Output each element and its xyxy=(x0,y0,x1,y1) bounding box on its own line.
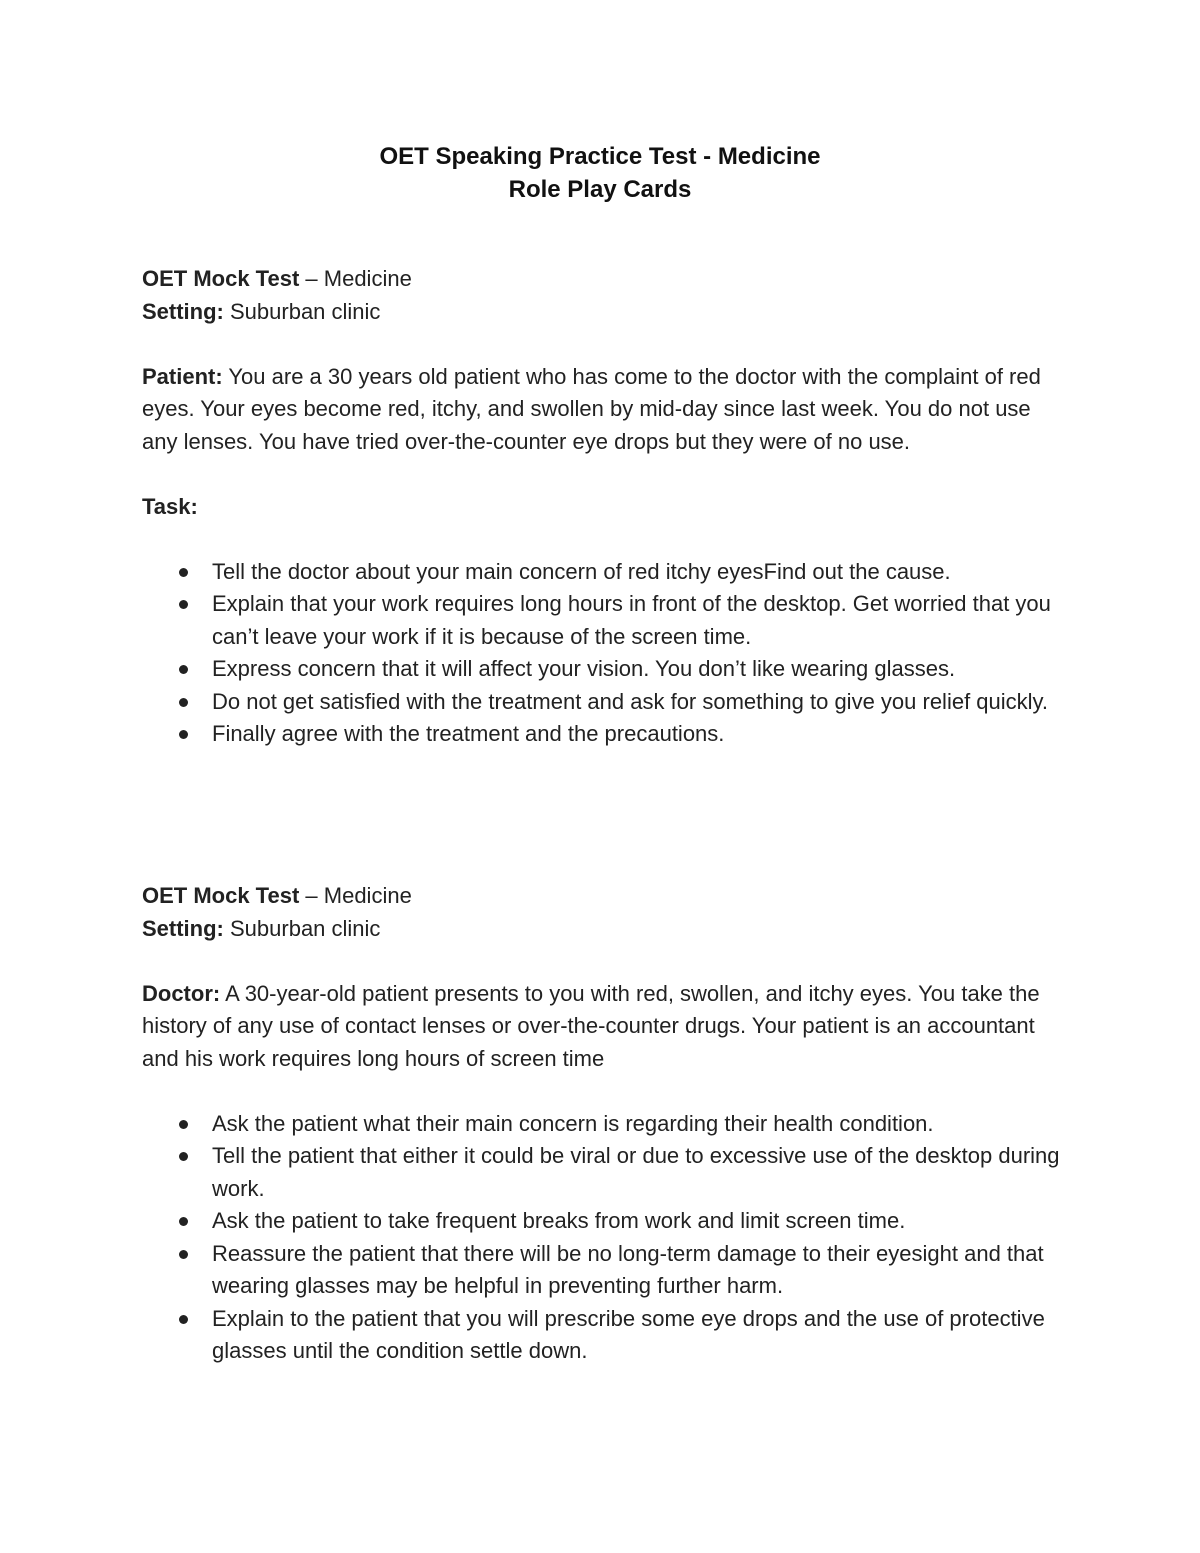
role-label: Doctor: xyxy=(142,980,221,1006)
list-item: Explain to the patient that you will prescribe some eye drops and the use of protective glasses until the condition settle down. xyxy=(142,1303,1072,1368)
setting-value: Suburban clinic xyxy=(223,298,381,324)
card-header xyxy=(142,880,1072,913)
setting-label: Setting: xyxy=(142,298,224,324)
title-block xyxy=(0,140,1200,206)
bullet-icon xyxy=(179,1315,188,1324)
setting-value: Suburban clinic xyxy=(223,915,381,941)
setting-label: Setting: xyxy=(142,915,224,941)
card-setting xyxy=(142,296,1072,329)
card-header-value: – Medicine xyxy=(299,883,412,908)
patient-role-card xyxy=(142,263,1072,751)
task-label: Task: xyxy=(142,493,198,519)
card-setting xyxy=(142,913,1072,946)
document-subtitle: Role Play Cards xyxy=(508,176,692,203)
bullet-icon xyxy=(179,568,188,577)
bullet-icon xyxy=(179,1250,188,1259)
bullet-icon xyxy=(179,1217,188,1226)
doctor-role-card xyxy=(142,880,1072,1368)
list-item: Ask the patient to take frequent breaks from work and limit screen time. xyxy=(142,1205,1072,1238)
bullet-icon xyxy=(179,600,188,609)
task-list xyxy=(142,1108,1072,1368)
bullet-icon xyxy=(179,1120,188,1129)
bullet-icon xyxy=(179,1152,188,1161)
list-item: Explain that your work requires long hours in front of the desktop. Get worried that you can’t leave your work if it is because of the screen time. xyxy=(142,588,1072,653)
bullet-icon xyxy=(179,730,188,739)
list-item: Ask the patient what their main concern is regarding their health condition. xyxy=(142,1108,1072,1141)
list-item: Do not get satisfied with the treatment and ask for something to give you relief quickly. xyxy=(142,686,1072,719)
card-header-label: OET Mock Test xyxy=(142,883,300,908)
list-item: Reassure the patient that there will be no long-term damage to their eyesight and that wearing glasses may be helpful in preventing further harm. xyxy=(142,1238,1072,1303)
card-header-value: – Medicine xyxy=(299,266,412,291)
bullet-icon xyxy=(179,665,188,674)
role-label: Patient: xyxy=(142,363,223,389)
list-item: Tell the patient that either it could be viral or due to excessive use of the desktop during work. xyxy=(142,1140,1072,1205)
role-text: You are a 30 years old patient who has come to the doctor with the complaint of red eyes. Your eyes become red, itchy, and swollen by mid-day since last week. You do not use any lenses. You have tried over-the-counter eye drops but they were of no use. xyxy=(142,363,1041,454)
list-item: Finally agree with the treatment and the precautions. xyxy=(142,718,1072,751)
role-description xyxy=(142,361,1072,459)
task-list xyxy=(142,556,1072,751)
role-text: A 30-year-old patient presents to you with red, swollen, and itchy eyes. You take the history of any use of contact lenses or over-the-counter drugs. Your patient is an accountant and his work requires long hours of screen time xyxy=(142,980,1040,1071)
list-item: Tell the doctor about your main concern of red itchy eyesFind out the cause. xyxy=(142,556,1072,589)
role-description xyxy=(142,978,1072,1076)
bullet-icon xyxy=(179,698,188,707)
list-item: Express concern that it will affect your vision. You don’t like wearing glasses. xyxy=(142,653,1072,686)
document-title: OET Speaking Practice Test - Medicine xyxy=(379,143,821,170)
card-header-label: OET Mock Test xyxy=(142,266,300,291)
card-header xyxy=(142,263,1072,296)
